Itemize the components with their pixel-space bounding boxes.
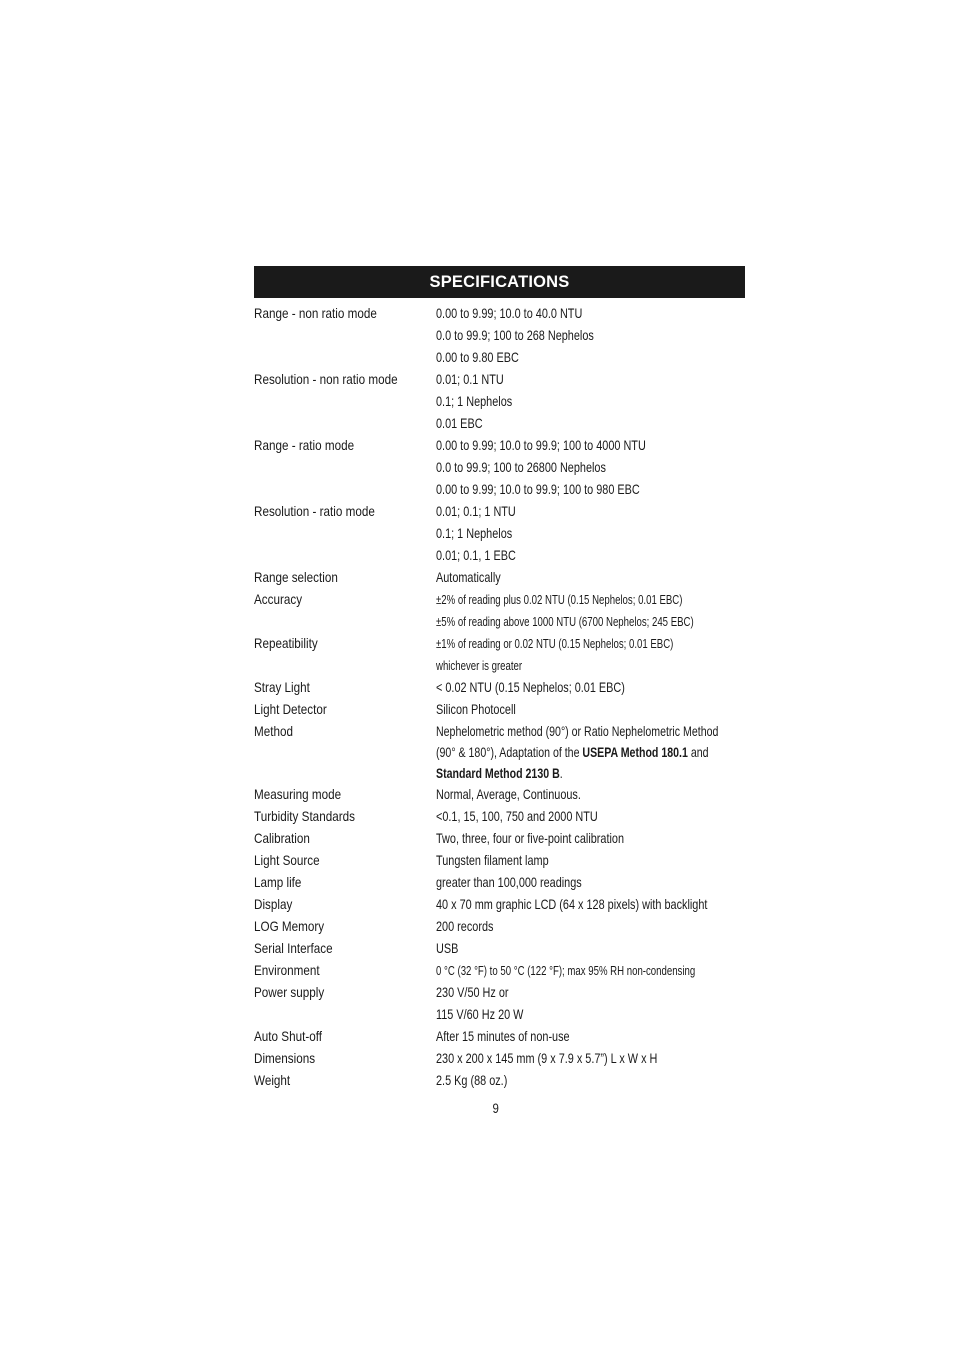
spec-row: [254, 828, 745, 850]
spec-row: [254, 567, 745, 589]
spec-label: Lamp life: [254, 875, 302, 890]
spec-label: Environment: [254, 963, 320, 978]
spec-value-line: USB: [436, 941, 459, 956]
spec-row: [254, 303, 745, 369]
spec-row: [254, 938, 745, 960]
spec-value-line: 230 V/50 Hz or: [436, 985, 509, 1000]
spec-values: [436, 567, 745, 589]
spec-values: [436, 633, 745, 677]
spec-value-line: ±5% of reading above 1000 NTU (6700 Nephelos; 245 EBC): [436, 614, 694, 629]
spec-values: [436, 699, 745, 721]
spec-value-line: 0.00 to 9.80 EBC: [436, 350, 519, 365]
spec-value-line: greater than 100,000 readings: [436, 875, 582, 890]
spec-value-line: 0.00 to 9.99; 10.0 to 99.9; 100 to 980 EBC: [436, 482, 640, 497]
spec-row: [254, 806, 745, 828]
spec-value-line: After 15 minutes of non-use: [436, 1029, 570, 1044]
spec-value-line: 0.01; 0.1, 1 EBC: [436, 548, 516, 563]
spec-label: Stray Light: [254, 680, 310, 695]
spec-value-line: 0.01 EBC: [436, 416, 483, 431]
spec-values: [436, 828, 745, 850]
spec-table: [254, 303, 745, 1092]
spec-value-line: 40 x 70 mm graphic LCD (64 x 128 pixels) with backlight: [436, 897, 708, 912]
spec-label: Light Source: [254, 853, 320, 868]
spec-values: [436, 1070, 745, 1092]
spec-value-line: whichever is greater: [436, 658, 523, 673]
spec-value-line: 0.00 to 9.99; 10.0 to 99.9; 100 to 4000 NTU: [436, 438, 646, 453]
spec-value-line: 200 records: [436, 919, 494, 934]
spec-row: [254, 784, 745, 806]
method-text: (90° & 180°), Adaptation of the: [436, 745, 583, 760]
spec-values: [436, 938, 745, 960]
spec-values: [436, 369, 745, 435]
spec-label: Power supply: [254, 985, 325, 1000]
method-text: .: [559, 766, 563, 781]
spec-label: Display: [254, 897, 293, 912]
spec-label: Measuring mode: [254, 787, 342, 802]
method-standard-usepa: USEPA Method 180.1: [582, 745, 688, 760]
spec-values: [436, 1026, 745, 1048]
spec-label: Weight: [254, 1073, 291, 1088]
spec-label: Repeatibility: [254, 636, 318, 651]
spec-values: [436, 501, 745, 567]
spec-row: [254, 916, 745, 938]
page-number: 9: [492, 1101, 499, 1116]
spec-value-line: ±1% of reading or 0.02 NTU (0.15 Nephelos; 0.01 EBC): [436, 636, 674, 651]
spec-values: [436, 960, 745, 982]
spec-values: [436, 872, 745, 894]
spec-value-line: 0.00 to 9.99; 10.0 to 40.0 NTU: [436, 306, 583, 321]
spec-values: [436, 982, 745, 1026]
spec-value-line: Normal, Average, Continuous.: [436, 787, 581, 802]
spec-row: [254, 894, 745, 916]
spec-row: [254, 589, 745, 633]
spec-row: [254, 677, 745, 699]
spec-row: [254, 960, 745, 982]
spec-values: [436, 303, 745, 369]
spec-values: [436, 850, 745, 872]
spec-values: [436, 894, 745, 916]
method-text: and: [687, 745, 709, 760]
spec-values: [436, 806, 745, 828]
spec-row: [254, 721, 745, 784]
spec-label: Range selection: [254, 570, 338, 585]
spec-value-line: 0 °C (32 °F) to 50 °C (122 °F); max 95% RH non-condensing: [436, 963, 696, 978]
spec-value-line: [436, 742, 709, 763]
spec-values: [436, 677, 745, 699]
spec-label: LOG Memory: [254, 919, 325, 934]
spec-label: Light Detector: [254, 702, 327, 717]
spec-row: [254, 872, 745, 894]
spec-label: Range - ratio mode: [254, 438, 355, 453]
spec-value-line: Automatically: [436, 570, 501, 585]
spec-row: [254, 369, 745, 435]
spec-value-line: 0.0 to 99.9; 100 to 268 Nephelos: [436, 328, 594, 343]
spec-label: Accuracy: [254, 592, 303, 607]
spec-value-line: 0.01; 0.1; 1 NTU: [436, 504, 516, 519]
method-standard-2130b: Standard Method 2130 B: [436, 766, 560, 781]
spec-label: Method: [254, 724, 293, 739]
spec-page: [254, 266, 745, 1092]
spec-values: [436, 589, 745, 633]
section-title: SPECIFICATIONS: [429, 272, 570, 291]
spec-value-line: 0.1; 1 Nephelos: [436, 526, 513, 541]
spec-row: [254, 1070, 745, 1092]
spec-value-line: Two, three, four or five-point calibration: [436, 831, 624, 846]
spec-row: [254, 633, 745, 677]
spec-value-line: 115 V/60 Hz 20 W: [436, 1007, 524, 1022]
spec-value-line: Nephelometric method (90°) or Ratio Nephelometric Method: [436, 724, 719, 739]
spec-row: [254, 501, 745, 567]
spec-value-line: ±2% of reading plus 0.02 NTU (0.15 Nephelos; 0.01 EBC): [436, 592, 683, 607]
spec-label: Resolution - ratio mode: [254, 504, 375, 519]
spec-row: [254, 850, 745, 872]
spec-value-line: Silicon Photocell: [436, 702, 516, 717]
spec-values: [436, 435, 745, 501]
spec-value-line: < 0.02 NTU (0.15 Nephelos; 0.01 EBC): [436, 680, 625, 695]
spec-label: Auto Shut-off: [254, 1029, 323, 1044]
spec-label: Serial Interface: [254, 941, 333, 956]
spec-value-line: 2.5 Kg (88 oz.): [436, 1073, 508, 1088]
spec-label: Dimensions: [254, 1051, 316, 1066]
spec-value-line: 0.0 to 99.9; 100 to 26800 Nephelos: [436, 460, 606, 475]
spec-label: Resolution - non ratio mode: [254, 372, 398, 387]
spec-values: [436, 721, 745, 784]
spec-row: [254, 982, 745, 1026]
spec-value-line: 0.01; 0.1 NTU: [436, 372, 504, 387]
spec-value-line: Tungsten filament lamp: [436, 853, 549, 868]
spec-row: [254, 699, 745, 721]
spec-value-line: 0.1; 1 Nephelos: [436, 394, 513, 409]
spec-row: [254, 435, 745, 501]
section-header: [254, 266, 745, 298]
spec-row: [254, 1048, 745, 1070]
spec-label: Turbidity Standards: [254, 809, 355, 824]
spec-label: Range - non ratio mode: [254, 306, 377, 321]
spec-value-line: 230 x 200 x 145 mm (9 x 7.9 x 5.7”) L x W x H: [436, 1051, 658, 1066]
spec-values: [436, 916, 745, 938]
spec-values: [436, 1048, 745, 1070]
spec-label: Calibration: [254, 831, 310, 846]
spec-value-line: <0.1, 15, 100, 750 and 2000 NTU: [436, 809, 598, 824]
spec-values: [436, 784, 745, 806]
spec-row: [254, 1026, 745, 1048]
spec-value-line: [436, 763, 677, 784]
